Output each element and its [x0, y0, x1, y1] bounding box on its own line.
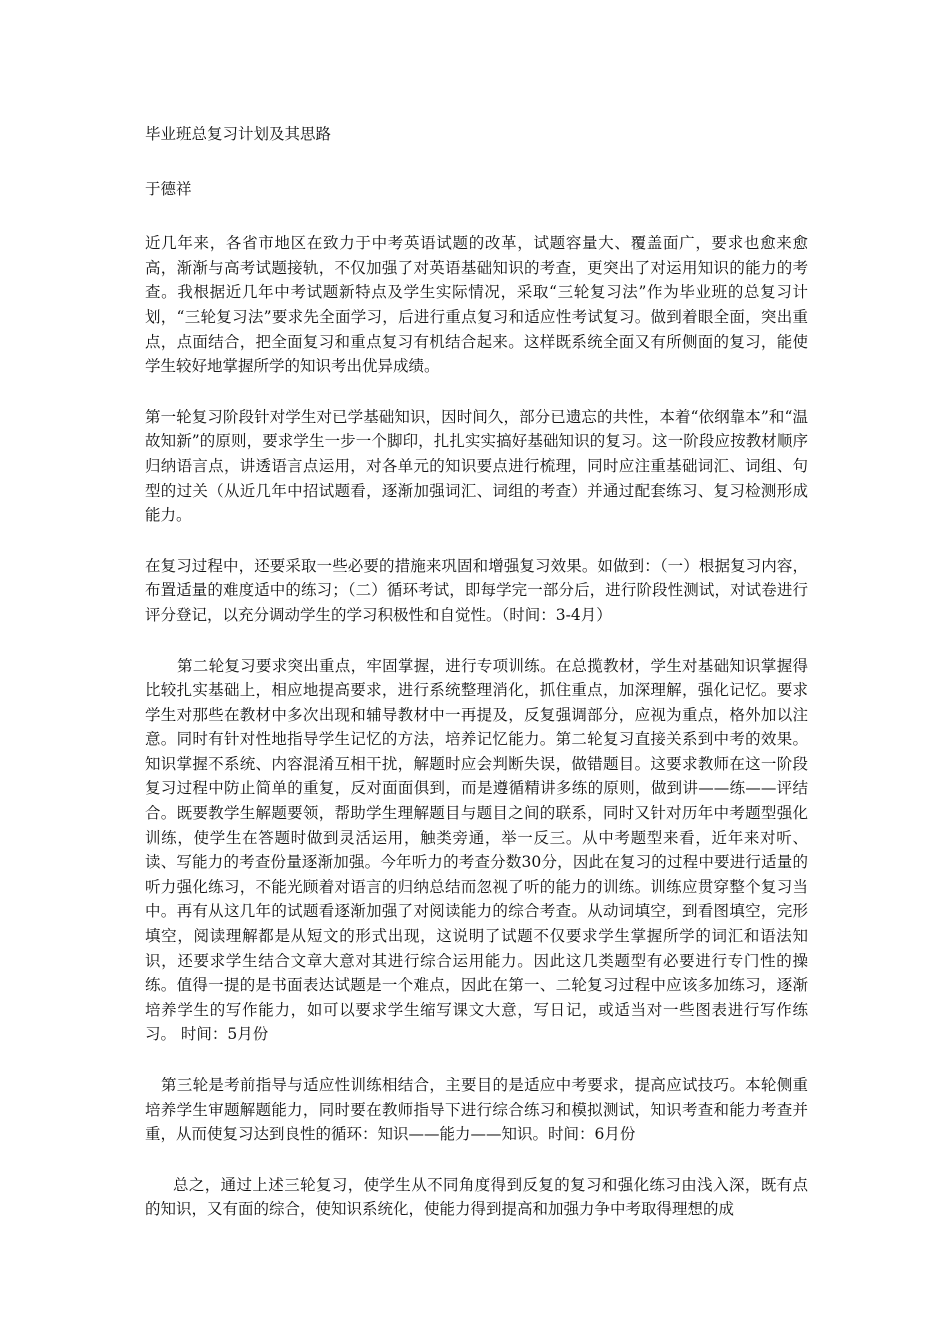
document-author: 于德祥: [145, 179, 192, 198]
document-title: 毕业班总复习计划及其思路: [145, 125, 332, 143]
paragraph-intro: 近几年来，各省市地区在致力于中考英语试题的改革，试题容量大、覆盖面广，要求也愈来愈高，渐渐与高考试题接轨，不仅加强了对英语基础知识的考查，更突出了对运用知识的能力的考查。我根据近几年中考试题新特点及学生实际情况，采取“三轮复习法”作为毕业班的总复习计划，“三轮复习法”要求先全面学习，后进行重点复习和适应性考试复习。做到着眼全面，突出重点，点面结合，把全面复习和重点复习有机结合起来。这样既系统全面又有所侧面的复习，能使学生较好地掌握所学的知识考出优异成绩。: [145, 234, 808, 376]
paragraph-review-measures: 在复习过程中，还要采取一些必要的措施来巩固和增强复习效果。如做到：（一）根据复习内容，布置适量的难度适中的练习；（二）循环考试，即每学完一部分后，进行阶段性测试，对试卷进行评分登记，以充分调动学生的学习积极性和自觉性。（时间：3-4月）: [145, 556, 808, 624]
document-body: [145, 122, 808, 1248]
paragraph-round-one: 第一轮复习阶段针对学生对已学基础知识，因时间久，部分已遗忘的共性，本着“依纲靠本”和“温故知新”的原则，要求学生一步一个脚印，扎扎实实搞好基础知识的复习。这一阶段应按教材顺序归纳语言点，讲透语言点运用，对各单元的知识要点进行梳理，同时应注重基础词汇、词组、句型的过关（从近几年中招试题看，逐渐加强词汇、词组的考查）并通过配套练习、复习检测形成能力。: [145, 407, 808, 525]
paragraph-conclusion: 总之，通过上述三轮复习，使学生从不同角度得到反复的复习和强化练习由浅入深，既有点的知识，又有面的综合，使知识系统化，使能力得到提高和加强力争中考取得理想的成: [145, 1175, 808, 1219]
paragraph-round-two: 第二轮复习要求突出重点，牢固掌握，进行专项训练。在总揽教材，学生对基础知识掌握得比较扎实基础上，相应地提高要求，进行系统整理消化，抓住重点，加深理解，强化记忆。要求学生对那些在教材中多次出现和辅导教材中一再提及，反复强调部分，应视为重点，格外加以注意。同时有针对性地指导学生记忆的方法，培养记忆能力。第二轮复习直接关系到中考的效果。知识掌握不系统、内容混淆互相干扰，解题时应会判断失误，做错题目。这要求教师在这一阶段复习过程中防止简单的重复，反对面面俱到，而是遵循精讲多练的原则，做到讲——练——评结合。既要教学生解题要领，帮助学生理解题目与题目之间的联系，同时又针对历年中考题型强化训练，使学生在答题时做到灵活运用，触类旁通，举一反三。从中考题型来看，近年来对听、读、写能力的考查份量逐渐加强。今年听力的考查分数30分，因此在复习的过程中要进行适量的听力强化练习，不能光顾着对语言的归纳总结而忽视了听的能力的训练。训练应贯穿整个复习当中。再有从这几年的试题看逐渐加强了对阅读能力的综合考查。从动词填空，到看图填空，完形填空，阅读理解都是从短文的形式出现，这说明了试题不仅要求学生掌握所学的词汇和语法知识，还要求学生结合文章大意对其进行综合运用能力。因此这几类题型有必要进行专门性的操练。值得一提的是书面表达试题是一个难点，因此在第一、二轮复习过程中应该多加练习，逐渐培养学生的写作能力，如可以要求学生缩写课文大意，写日记，或适当对一些图表进行写作练习。 时间：5月份: [145, 656, 808, 1044]
paragraph-round-three: 第三轮是考前指导与适应性训练相结合，主要目的是适应中考要求，提高应试技巧。本轮侧重培养学生审题解题能力，同时要在教师指导下进行综合练习和模拟测试，知识考查和能力考查并重，从而使复习达到良性的循环：知识——能力——知识。时间：6月份: [145, 1076, 808, 1144]
